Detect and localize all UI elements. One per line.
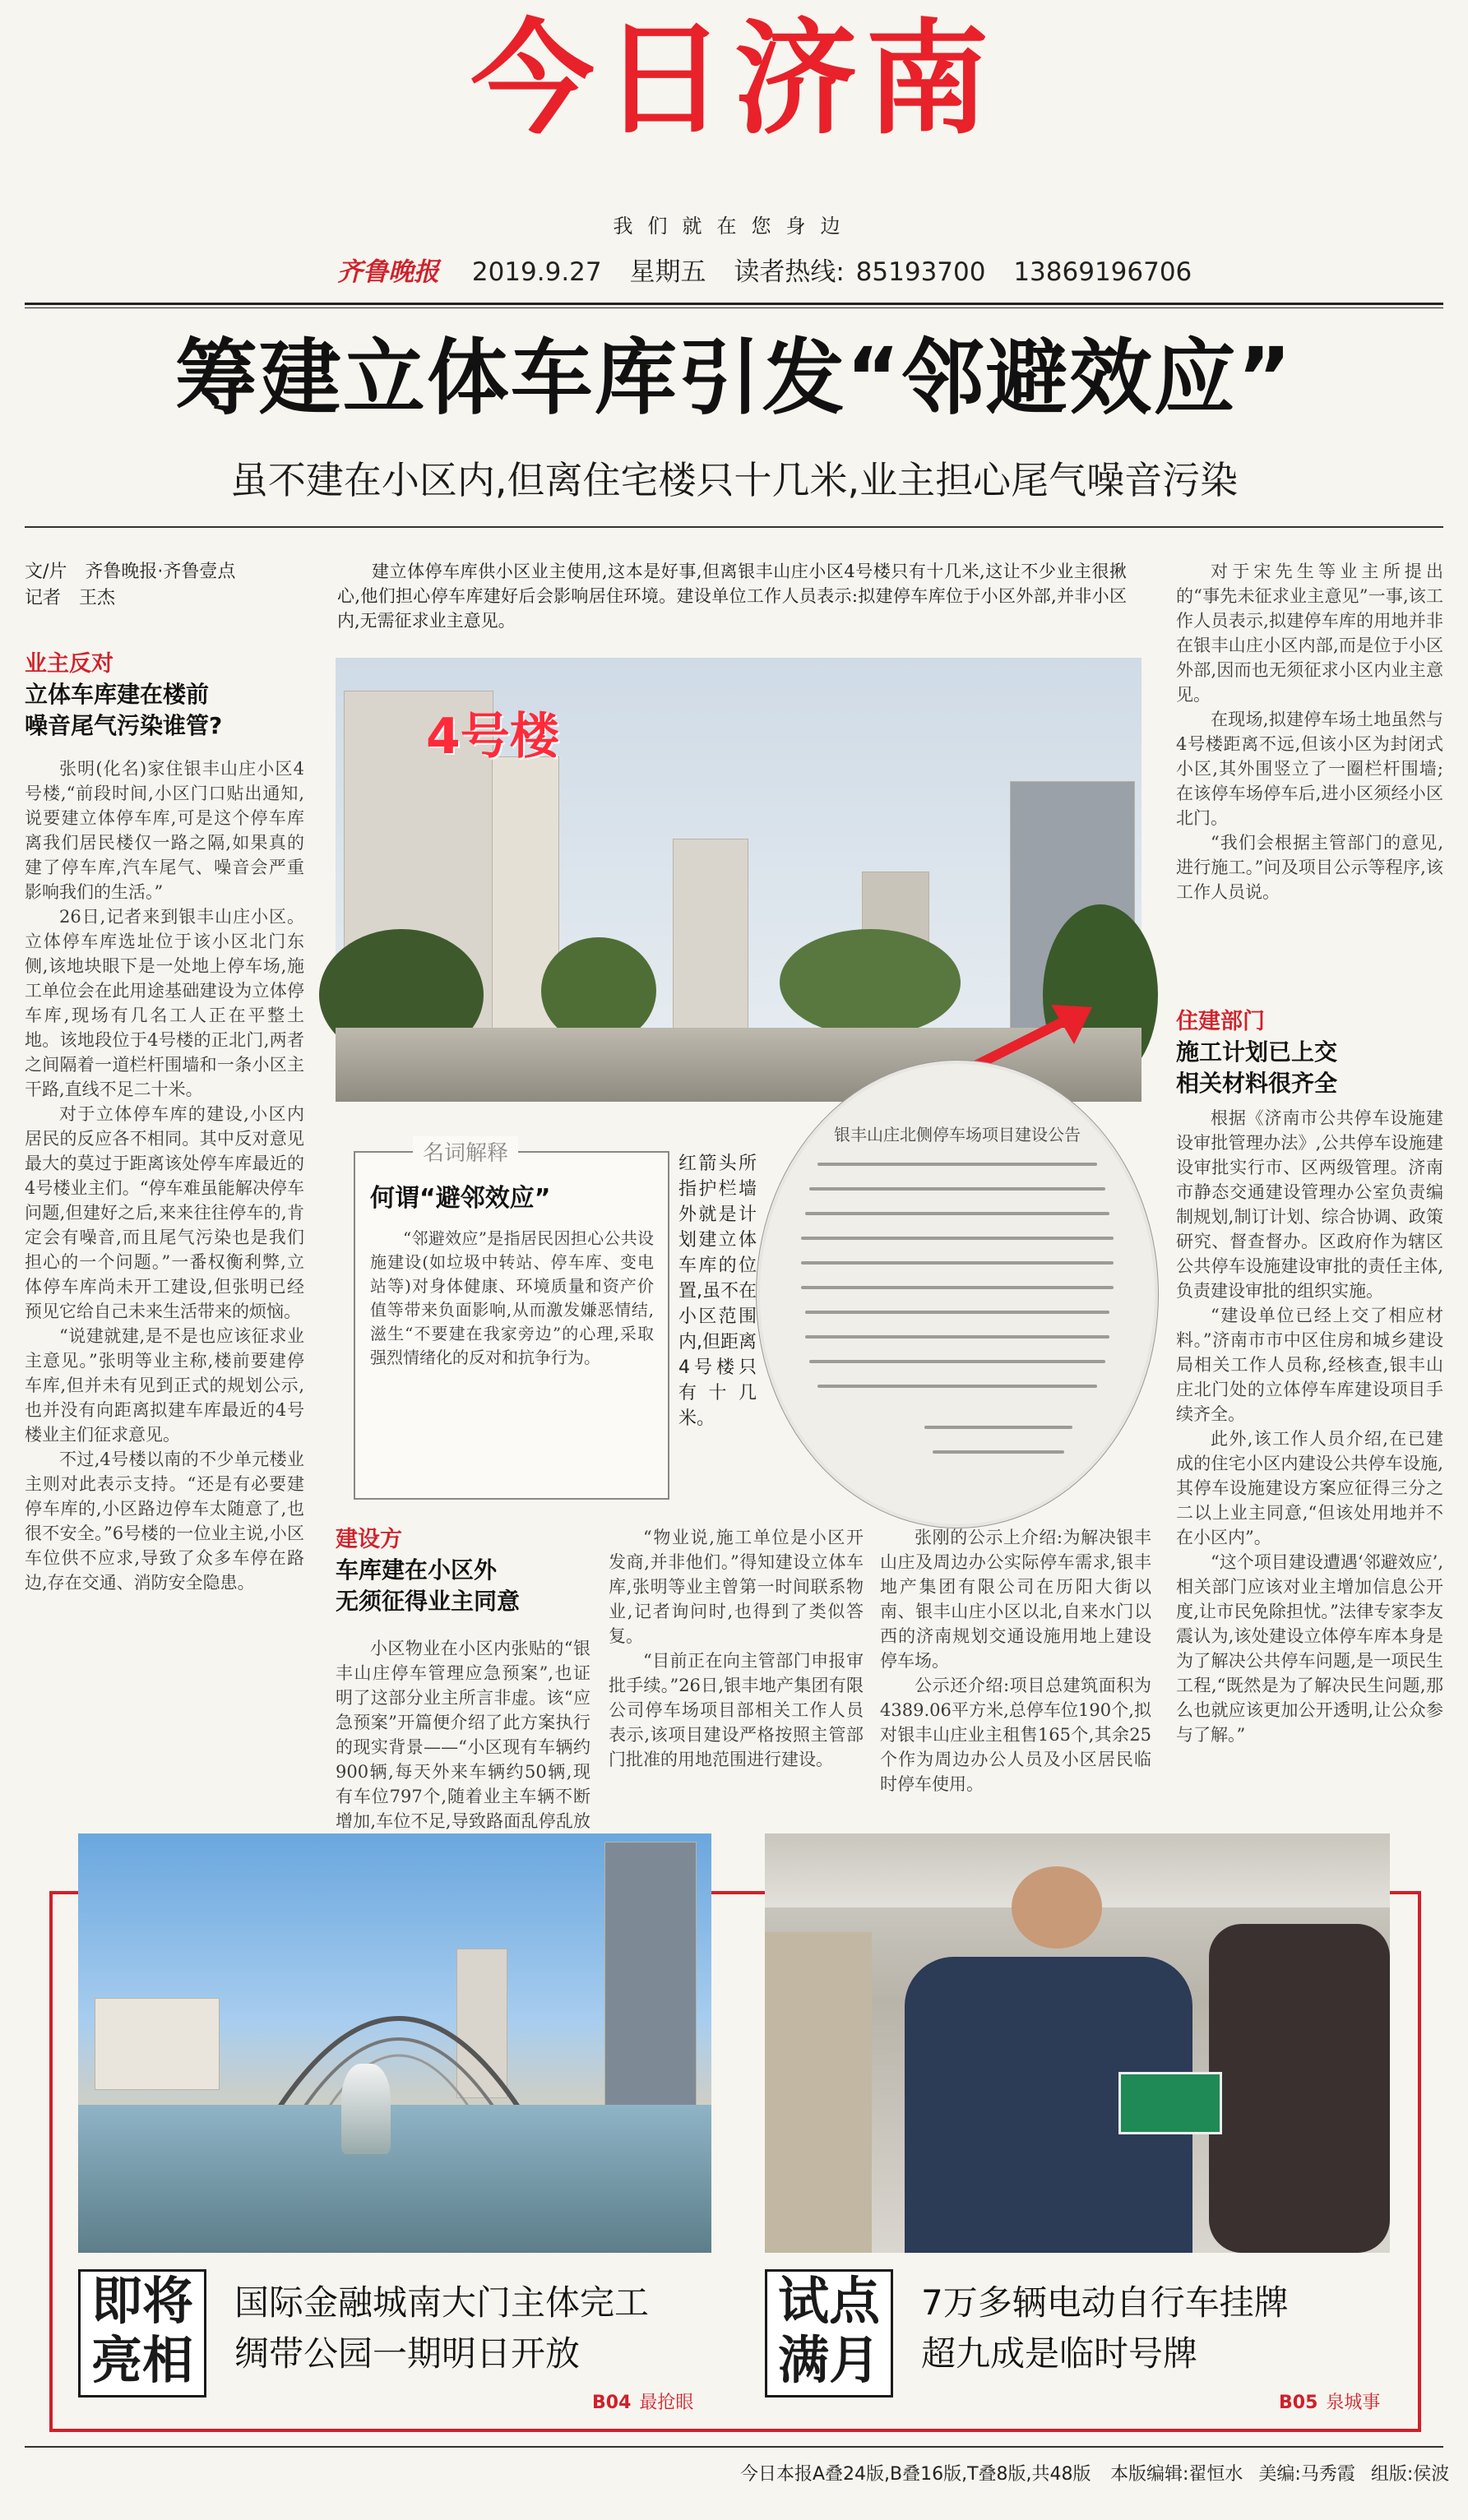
person-head <box>1012 1866 1102 1949</box>
byline-source: 文/片 齐鲁晚报·齐鲁壹点 <box>25 562 236 582</box>
hotline-number-1: 85193700 <box>855 257 986 287</box>
headline-rule <box>25 526 1443 528</box>
paragraph: 张明(化名)家住银丰山庄小区4号楼,“前段时间,小区门口贴出通知,说要建立体停车库,可是这个停车库离我们居民楼仅一路之隔,如果真的建了停车库,汽车尾气、噪音会严重影响我们的生活。” <box>25 759 304 902</box>
promo-page: B05 <box>1279 2393 1318 2413</box>
edition-info: 今日本报A叠24版,B叠16版,T叠8版,共48版 <box>740 2464 1091 2485</box>
paragraph: 根据《济南市公共停车设施建设审批管理办法》,公共停车设施建设审批实行市、区两级管理。济南市静态交通建设管理办公室负责编制规划,制订计划、综合协调、政策研究、督查督办。区政府作为辖区公共停车设施建设审批的责任主体,负责建设审批的组织实施。 <box>1176 1108 1443 1301</box>
headline: 筹建立体车库引发“邻避效应” <box>174 330 1294 426</box>
paragraph: 在现场,拟建停车场土地虽然与4号楼距离不远,但该小区为封闭式小区,其外围竖立了一圈栏杆围墙;在该停车场停车后,进小区须经小区北门。 <box>1176 710 1443 828</box>
subheadline: 虽不建在小区内,但离住宅楼只十几米,业主担心尾气噪音污染 <box>229 458 1239 502</box>
building-4-label: 4号楼 <box>426 708 559 765</box>
glossary-box <box>354 1141 669 1500</box>
promo-line: 超九成是临时号牌 <box>921 2333 1198 2374</box>
paragraph: 26日,记者来到银丰山庄小区。立体停车库选址位于该小区北门东侧,该地块眼下是一处地上停车场,施工单位会在此用途基础建设为立体停车库,现场有几名工人正在平整土地。该地段位于4号楼的正北门,两者之间隔着一道栏杆围墙和一条小区主干路,直线不足二十米。 <box>25 907 304 1099</box>
paragraph: 公示还介绍:项目总建筑面积为4389.06平方米,总停车位190个,拟对银丰山庄业主租售165个,其余25个作为周边办公人员及小区居民临时停车使用。 <box>880 1676 1151 1794</box>
promo-tag <box>78 2269 206 2397</box>
column-right-bottom <box>1176 1106 1443 1784</box>
promo-page-ref[interactable] <box>1279 2388 1380 2414</box>
paragraph: “目前正在向主管部门申报审批手续。”26日,银丰地产集团有限公司停车场项目部相关工作人员表示,该项目建设严格按照主管部门批准的用地范围进行建设。 <box>609 1651 864 1769</box>
lead-text: 建立体停车库供小区业主使用,这本是好事,但离银丰山庄小区4号楼只有十几米,这让不少业主很揪心,他们担心停车库建好后会影响居住环境。建设单位工作人员表示:拟建停车库位于小区外部,并非小区内,无需征求业主意见。 <box>337 562 1127 631</box>
section-title: 相关材料很齐全 <box>1176 1070 1338 1097</box>
paragraph: “说建就建,是不是也应该征求业主意见。”张明等业主称,楼前要建停车库,但并未有见到正式的规划公示,也并没有向距离拟建车库最近的4号楼业主们征求意见。 <box>25 1326 304 1445</box>
column-2b <box>609 1525 864 1784</box>
column-2a <box>336 1636 590 1831</box>
paragraph: 张刚的公示上介绍:为解决银丰山庄及周边办公实际停车需求,银丰地产集团有限公司在历阳大街以南、银丰山庄小区以北,自来水门以西的济南规划交通设施用地上建设停车场。 <box>880 1528 1151 1671</box>
ribbon-arch-icon <box>267 1957 530 2121</box>
paragraph: 此外,该工作人员介绍,在已建成的住宅小区内建设公共停车设施,其停车设施建设方案应征得三分之二以上业主同意,“但该处用地并不在小区内”。 <box>1176 1429 1443 1547</box>
newspaper-brand: 齐鲁晚报 <box>337 257 439 287</box>
promo-page-ref[interactable] <box>592 2388 693 2414</box>
hotline-number-2: 13869196706 <box>1013 257 1192 287</box>
promo-section: 最抢眼 <box>639 2393 694 2413</box>
paragraph: “物业说,施工单位是小区开发商,并非他们。”得知建设立体车库,张明等业主曾第一时间联系物业,记者询问时,也得到了类似答复。 <box>609 1528 864 1646</box>
glossary-text <box>370 1227 654 1370</box>
column-right-top <box>1176 559 1443 995</box>
glossary-title: 何谓“避邻效应” <box>370 1184 551 1213</box>
footer-rule <box>25 2446 1443 2448</box>
promo-photo-financial-city[interactable] <box>78 1833 711 2253</box>
section-label: 住建部门 <box>1176 1009 1265 1034</box>
layout-credit: 组版:侯波 <box>1370 2464 1450 2485</box>
byline-reporter: 记者 王杰 <box>25 588 116 608</box>
section-builder <box>336 1525 607 1617</box>
paragraph: “这个项目建设遭遇‘邻避效应’,相关部门应该对业主增加信息公开度,让市民免除担忧。”法律专家李友震认为,该处建设立体停车库本身是为了解决公共停车问题,是一项民生工程,“既然是为了解决民生问题,那么也就应该更加公开透明,让公众参与了解。” <box>1176 1552 1443 1745</box>
masthead-rule <box>25 303 1443 305</box>
issue-weekday: 星期五 <box>629 257 706 287</box>
issue-date: 2019.9.27 <box>471 257 602 287</box>
editor-credit: 本版编辑:翟恒水 <box>1110 2464 1243 2485</box>
section-title: 施工计划已上交 <box>1176 1038 1338 1066</box>
section-title: 立体车库建在楼前 <box>25 681 210 708</box>
masthead-slogan: 我们就在您身边 <box>613 215 855 238</box>
lead-paragraph <box>337 559 1127 633</box>
section-owners <box>25 650 304 742</box>
masthead-title: 今日济南 <box>470 8 998 151</box>
dateline <box>337 251 1211 288</box>
ebike <box>1209 1924 1390 2253</box>
promo-page: B04 <box>592 2393 632 2413</box>
promo-tag-line: 亮相 <box>90 2330 193 2390</box>
paragraph: “我们会根据主管部门的意见,进行施工。”问及项目公示等程序,该工作人员说。 <box>1176 833 1443 902</box>
license-plate <box>1118 2072 1222 2134</box>
paragraph: 对于立体停车库的建设,小区内居民的反应各不相同。其中反对意见最大的莫过于距离该处停车库最近的4号楼业主们。“停车难虽能解决停车问题,但建好之后,来来往往停车的,肯定会有噪音,而且尾气污染也是我们担心的一个问题。”一番权衡利弊,立体停车库尚未开工建设,但张明已经预见它给自己未来生活带来的烦恼。 <box>25 1104 304 1321</box>
column-2c <box>880 1525 1151 1794</box>
promo-tag-line: 满月 <box>777 2330 880 2390</box>
promo-tag-line: 试点 <box>777 2271 880 2331</box>
paragraph: 小区物业在小区内张贴的“银丰山庄停车管理应急预案”,也证明了这部分业主所言非虚。该“应急预案”开篇便介绍了此方案执行的现实背景——“小区现有车辆约900辆,每天外来车辆约50辆,现有车位797个,随着业主车辆不断增加,车位不足,导致路面乱停乱放 <box>336 1639 590 1831</box>
promo-headline[interactable] <box>921 2277 1382 2379</box>
sculpture <box>341 2064 391 2154</box>
section-label: 建设方 <box>336 1527 402 1552</box>
staff-credits <box>1110 2460 1449 2485</box>
notice-title: 银丰山庄北侧停车场项目建设公告 <box>834 1125 1081 1144</box>
paragraph: “建设单位已经上交了相应材料。”济南市市中区住房和城乡建设局相关工作人员称,经核查,银丰山庄北门处的立体停车库建设项目手续齐全。 <box>1176 1306 1443 1424</box>
section-housing-bureau <box>1176 1007 1443 1099</box>
hotline-label: 读者热线: <box>734 257 845 287</box>
paragraph: 对于宋先生等业主所提出的“事先未征求业主意见”一事,该工作人员表示,拟建停车库的用地并非在银丰山庄小区内部,而是位于小区外部,因而也无须征求小区内业主意见。 <box>1176 562 1443 705</box>
promo-section: 泉城事 <box>1326 2393 1381 2413</box>
photo-caption: 红箭头所指护栏墙外就是计划建立体车库的位置,虽不在小区范围内,但距离4号楼只有十几米。 <box>678 1154 757 1429</box>
section-title: 无须征得业主同意 <box>336 1588 521 1615</box>
section-title: 车库建在小区外 <box>336 1556 498 1584</box>
masthead-rule-thin <box>25 307 1443 308</box>
glossary-label: 名词解释 <box>413 1136 518 1167</box>
promo-line: 绸带公园一期明日开放 <box>234 2333 581 2374</box>
promo-tag <box>765 2269 893 2397</box>
byline <box>25 559 304 612</box>
glossary-paragraph: “邻避效应”是指居民因担心公共设施建设(如垃圾中转站、停车库、变电站等)对身体健康、环境质量和资产价值等带来负面影响,从而激发嫌恶情结,滋生“不要建在我家旁边”的心理,采取强烈情绪化的反对和抗争行为。 <box>370 1228 654 1367</box>
promo-headline[interactable] <box>234 2277 695 2379</box>
promo-line: 7万多辆电动自行车挂牌 <box>921 2282 1289 2323</box>
notice-inset-photo <box>757 1061 1158 1528</box>
section-label: 业主反对 <box>25 651 113 677</box>
section-title: 噪音尾气污染谁管? <box>25 712 223 739</box>
paragraph: 不过,4号楼以南的不少单元楼业主则对此表示支持。“还是有必要建停车库的,小区路边停车太随意了,也很不安全。”6号楼的一位业主说,小区车位供不应求,导致了众多车停在路边,存在交通、消防安全隐患。 <box>25 1450 304 1593</box>
promo-line: 国际金融城南大门主体完工 <box>234 2282 650 2323</box>
promo-photo-ebike[interactable] <box>765 1833 1390 2253</box>
promo-tag-line: 即将 <box>90 2271 193 2331</box>
column-1 <box>25 756 304 1620</box>
main-photo <box>336 658 1142 1102</box>
designer-credit: 美编:马秀霞 <box>1258 2464 1355 2485</box>
